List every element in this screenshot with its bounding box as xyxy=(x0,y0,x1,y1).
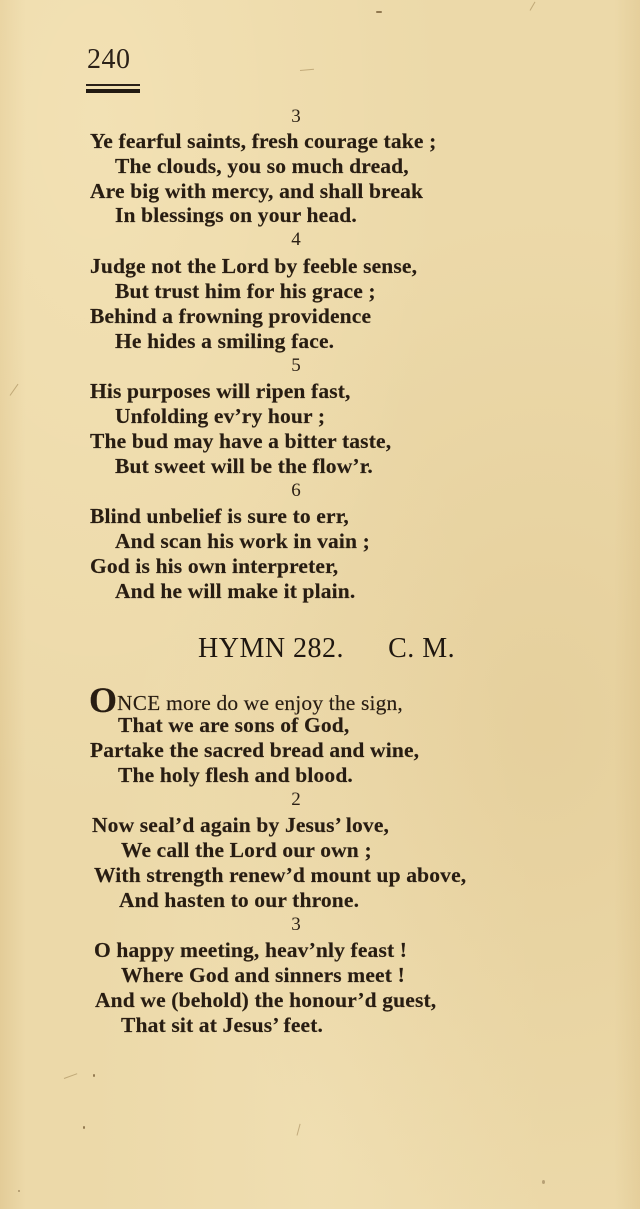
paper-fiber xyxy=(300,69,314,71)
verse-line: Unfolding ev’ry hour ; xyxy=(115,404,326,428)
paper-speck xyxy=(376,11,382,13)
verse-line: God is his own interpreter, xyxy=(90,554,339,578)
verse-line: In blessings on your head. xyxy=(115,203,357,227)
paper-speck xyxy=(542,1180,545,1184)
verse-line: The clouds, you so much dread, xyxy=(115,154,409,178)
verse-line: Where God and sinners meet ! xyxy=(121,963,405,987)
stanza-number: 2 xyxy=(291,789,301,810)
hymn-heading xyxy=(198,632,455,666)
verse-line: And hasten to our throne. xyxy=(119,888,360,912)
paper-speck xyxy=(18,1190,20,1192)
verse-line: And scan his work in vain ; xyxy=(115,529,370,553)
first-line-rest: more do we enjoy the sign, xyxy=(160,691,403,715)
paper-fiber xyxy=(64,1073,77,1079)
verse-line: Behind a frowning providence xyxy=(90,304,372,328)
verse-line: Partake the sacred bread and wine, xyxy=(90,738,420,762)
stanza-number: 6 xyxy=(291,480,301,501)
verse-line: We call the Lord our own ; xyxy=(121,838,372,862)
verse-line: The bud may have a bitter taste, xyxy=(90,429,392,453)
verse-line: Are big with mercy, and shall break xyxy=(90,179,424,203)
verse-line: Blind unbelief is sure to err, xyxy=(90,504,349,528)
stanza-number: 5 xyxy=(291,355,301,376)
stanza-number: 3 xyxy=(291,914,301,935)
verse-line: That sit at Jesus’ feet. xyxy=(121,1013,324,1037)
rule-thick-line xyxy=(86,89,140,93)
paper-speck xyxy=(83,1126,85,1129)
small-caps-text: NCE xyxy=(117,691,161,715)
verse-line: O happy meeting, heav’nly feast ! xyxy=(94,938,408,962)
verse-line: Now seal’d again by Jesus’ love, xyxy=(92,813,390,837)
verse-line: With strength renew’d mount up above, xyxy=(94,863,467,887)
verse-line: And he will make it plain. xyxy=(115,579,356,603)
paper-fiber xyxy=(297,1124,301,1136)
verse-line: That we are sons of God, xyxy=(118,713,350,737)
verse-line-first xyxy=(89,680,403,720)
verse-line: The holy flesh and blood. xyxy=(118,763,353,787)
rule-thin-line xyxy=(86,84,140,86)
verse-line: But trust him for his grace ; xyxy=(115,279,376,303)
drop-cap: O xyxy=(89,680,118,720)
verse-line: But sweet will be the flow’r. xyxy=(115,454,373,478)
stanza-number: 4 xyxy=(291,229,301,250)
hymn-meter: C. M. xyxy=(388,633,456,664)
verse-line: His purposes will ripen fast, xyxy=(90,379,351,403)
hymn-title: HYMN 282. xyxy=(198,633,345,664)
paper-fiber xyxy=(10,384,19,396)
paper-fiber xyxy=(530,2,536,11)
page-number: 240 xyxy=(87,44,131,75)
paper-speck xyxy=(93,1074,95,1077)
verse-line: He hides a smiling face. xyxy=(115,329,335,353)
verse-line: And we (behold) the honour’d guest, xyxy=(95,988,437,1012)
stanza-number: 3 xyxy=(291,106,301,127)
header-double-rule xyxy=(86,84,140,94)
verse-line: Ye fearful saints, fresh courage take ; xyxy=(90,129,437,153)
verse-line: Judge not the Lord by feeble sense, xyxy=(90,254,418,278)
